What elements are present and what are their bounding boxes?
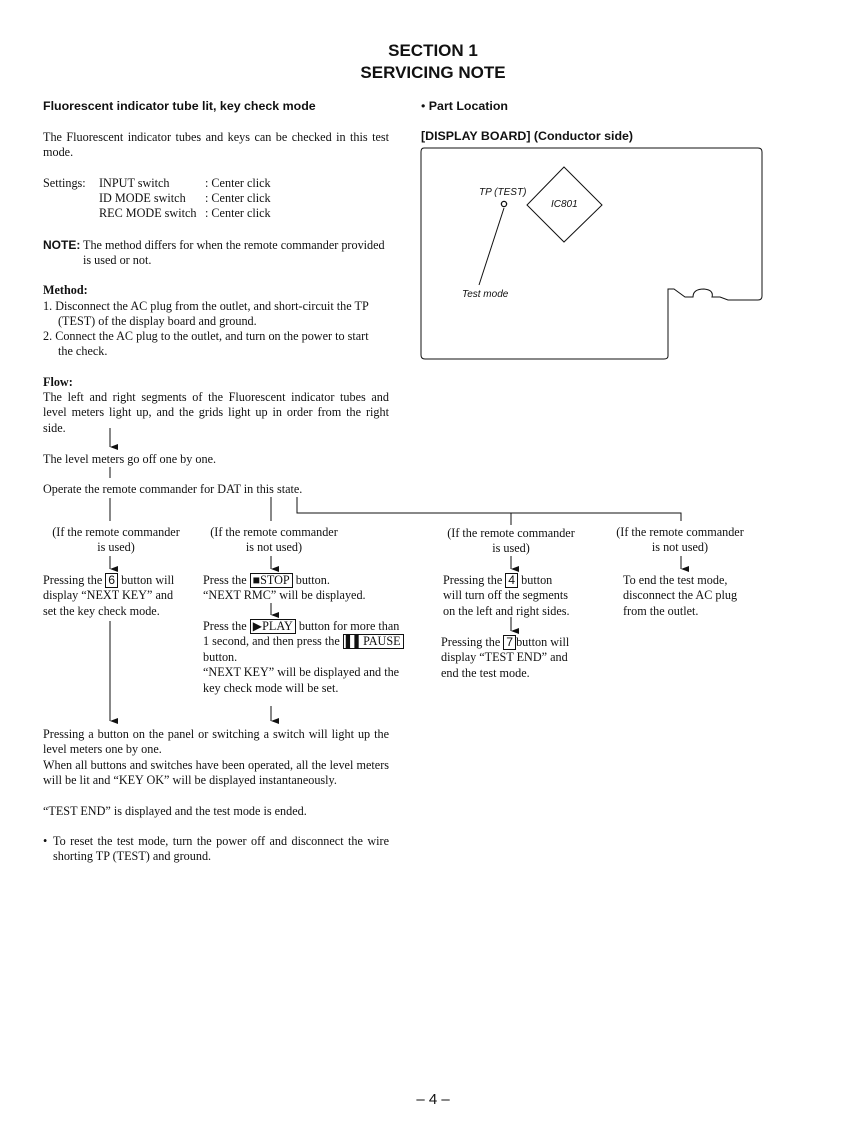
method-step: (TEST) of the display board and ground. xyxy=(58,314,257,328)
page-number: – 4 – xyxy=(416,1091,450,1108)
part-location-heading: • Part Location xyxy=(421,99,508,113)
branch-3-text-a: Pressing the 4 button will turn off the segments on the left and right sides. xyxy=(443,573,570,618)
intro-text: The Fluorescent indicator tubes and keys can be checked in this test mode. xyxy=(43,130,389,160)
merge-text: Pressing a button on the panel or switching a switch will light up the level meters one by one. xyxy=(43,727,389,757)
flow-heading: Flow: xyxy=(43,375,73,389)
ic801-outline xyxy=(527,167,602,242)
pause-key: ▌▌PAUSE xyxy=(343,634,404,649)
ic801-label: IC801 xyxy=(551,199,578,210)
tp-test-label: TP (TEST) xyxy=(479,187,527,198)
setting-value: : Center click xyxy=(205,206,271,220)
key-6: 6 xyxy=(105,573,118,588)
note-line: The method differs for when the remote commander provided xyxy=(83,238,385,252)
settings-label: Settings: xyxy=(43,176,86,190)
setting-name: ID MODE switch xyxy=(99,191,186,205)
key-4: 4 xyxy=(505,573,518,588)
flow-line xyxy=(297,497,681,521)
test-end-text: “TEST END” is displayed and the test mode is ended. xyxy=(43,804,307,818)
stop-key: ■STOP xyxy=(250,573,293,588)
branch-2-text-b: Press the ▶PLAY button for more than 1 second, and then press the ▌▌PAUSE button. “NEXT KEY” will be displayed and the key check mode will be set. xyxy=(203,619,418,696)
note-label: NOTE: xyxy=(43,238,81,252)
board-title: [DISPLAY BOARD] (Conductor side) xyxy=(421,129,634,143)
branch-3-text-b: Pressing the 7 button will display “TEST END” and end the test mode. xyxy=(441,635,570,680)
setting-value: : Center click xyxy=(205,191,271,205)
play-key: ▶PLAY xyxy=(250,619,296,634)
method-step: 1. Disconnect the AC plug from the outlet, and short-circuit the TP xyxy=(43,299,369,313)
tp-test-point xyxy=(501,201,506,206)
section-title: SECTION 1 xyxy=(388,41,478,60)
reset-note: To reset the test mode, turn the power off and disconnect the wire shorting TP (TEST) and ground. xyxy=(53,834,389,864)
bullet: • xyxy=(43,834,48,848)
flow-text: The left and right segments of the Fluorescent indicator tubes and level meters light up, and the grids light up in order from the right side. xyxy=(43,390,389,435)
display-board-outline xyxy=(421,148,762,359)
left-heading: Fluorescent indicator tube lit, key check mode xyxy=(43,99,316,113)
method-heading: Method: xyxy=(43,283,88,297)
branch-condition: (If the remote commander is used) xyxy=(52,525,180,555)
method-step: 2. Connect the AC plug to the outlet, and turn on the power to start xyxy=(43,329,369,343)
merge-text: When all buttons and switches have been operated, all the level meters will be lit and “KEY OK” will be displayed instantaneously. xyxy=(43,758,389,788)
flow-text: Operate the remote commander for DAT in this state. xyxy=(43,482,303,496)
branch-4-text: To end the test mode, disconnect the AC plug from the outlet. xyxy=(623,573,738,618)
note-line: is used or not. xyxy=(83,253,152,267)
branch-condition: (If the remote commander is not used) xyxy=(616,525,744,555)
flow-text: The level meters go off one by one. xyxy=(43,452,217,466)
setting-name: REC MODE switch xyxy=(99,206,197,220)
tp-pointer-line xyxy=(479,208,504,285)
branch-condition: (If the remote commander is used) xyxy=(447,526,575,556)
setting-name: INPUT switch xyxy=(99,176,170,190)
method-step: the check. xyxy=(58,344,108,358)
branch-condition: (If the remote commander is not used) xyxy=(210,525,338,555)
branch-1-text: Pressing the 6 button will display “NEXT KEY” and set the key check mode. xyxy=(43,573,175,618)
branch-2-text-a: Press the ■STOP button. “NEXT RMC” will be displayed. xyxy=(203,573,366,603)
servicing-note-title: SERVICING NOTE xyxy=(360,63,506,82)
test-mode-label: Test mode xyxy=(462,289,509,300)
key-7: 7 xyxy=(503,635,516,650)
setting-value: : Center click xyxy=(205,176,271,190)
